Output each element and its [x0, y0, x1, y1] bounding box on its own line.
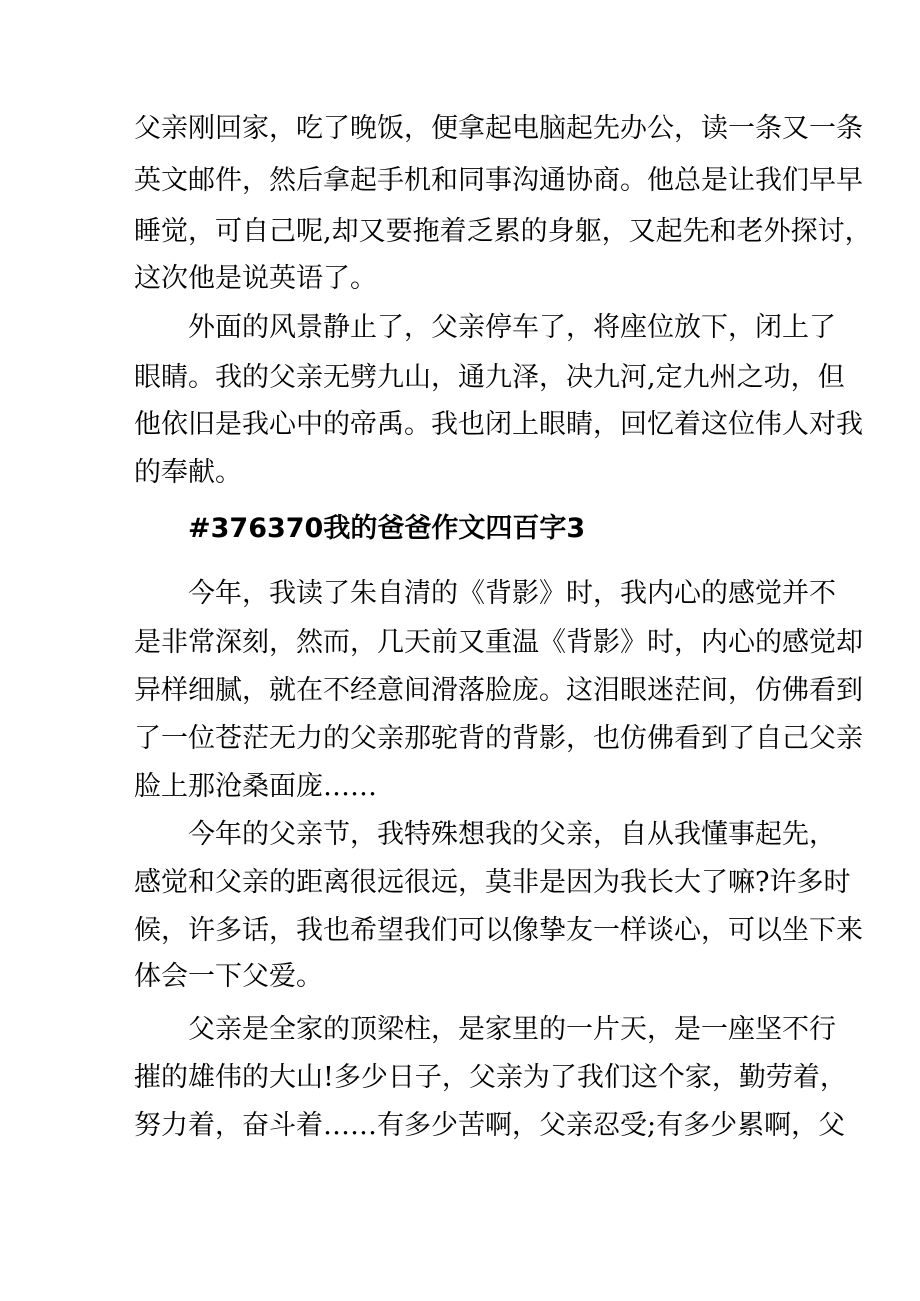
paragraph-5-line-3: 努力着，奋斗着……有多少苦啊，父亲忍受;有多少累啊，父 [134, 1110, 846, 1141]
section-heading: #376370我的爸爸作文四百字3 [188, 513, 586, 544]
paragraph-1-line-2: 英文邮件，然后拿起手机和同事沟通协商。他总是让我们早早 [134, 165, 863, 196]
paragraph-3-line-3: 异样细腻，就在不经意间滑落脸庞。这泪眼迷茫间，仿佛看到 [134, 675, 863, 706]
paragraph-1-line-4: 这次他是说英语了。 [134, 263, 377, 294]
paragraph-4-line-2: 感觉和父亲的距离很远很远，莫非是因为我长大了嘛?许多时 [134, 867, 851, 898]
paragraph-5-line-1: 父亲是全家的顶梁柱，是家里的一片天，是一座坚不行 [188, 1014, 836, 1045]
paragraph-3-line-2: 是非常深刻，然而，几天前又重温《背影》时，内心的感觉却 [134, 627, 863, 658]
paragraph-4-line-4: 体会一下父爱。 [134, 961, 323, 992]
paragraph-2-line-3: 他依旧是我心中的帝禹。我也闭上眼睛，回忆着这位伟人对我 [134, 409, 863, 440]
paragraph-2-line-1: 外面的风景静止了，父亲停车了，将座位放下，闭上了 [188, 312, 836, 343]
paragraph-4-line-1: 今年的父亲节，我特殊想我的父亲，自从我懂事起先， [188, 819, 836, 850]
paragraph-2-line-4: 的奉献。 [134, 457, 242, 488]
paragraph-4-line-3: 候，许多话，我也希望我们可以像挚友一样谈心，可以坐下来 [134, 915, 863, 946]
paragraph-2-line-2: 眼睛。我的父亲无劈九山，通九泽，决九河,定九州之功，但 [134, 362, 845, 393]
paragraph-1-line-3: 睡觉，可自己呢,却又要拖着乏累的身躯，又起先和老外探讨， [134, 216, 872, 247]
paragraph-3-line-4: 了一位苍茫无力的父亲那驼背的背影，也仿佛看到了自己父亲 [134, 723, 863, 754]
paragraph-1-line-1: 父亲刚回家，吃了晚饭，便拿起电脑起先办公，读一条又一条 [134, 113, 863, 144]
paragraph-3-line-1: 今年，我读了朱自清的《背影》时，我内心的感觉并不 [188, 578, 836, 609]
paragraph-3-line-5: 脸上那沧桑面庞…… [134, 771, 377, 802]
paragraph-5-line-2: 摧的雄伟的大山!多少日子，父亲为了我们这个家，勤劳着， [134, 1062, 847, 1093]
